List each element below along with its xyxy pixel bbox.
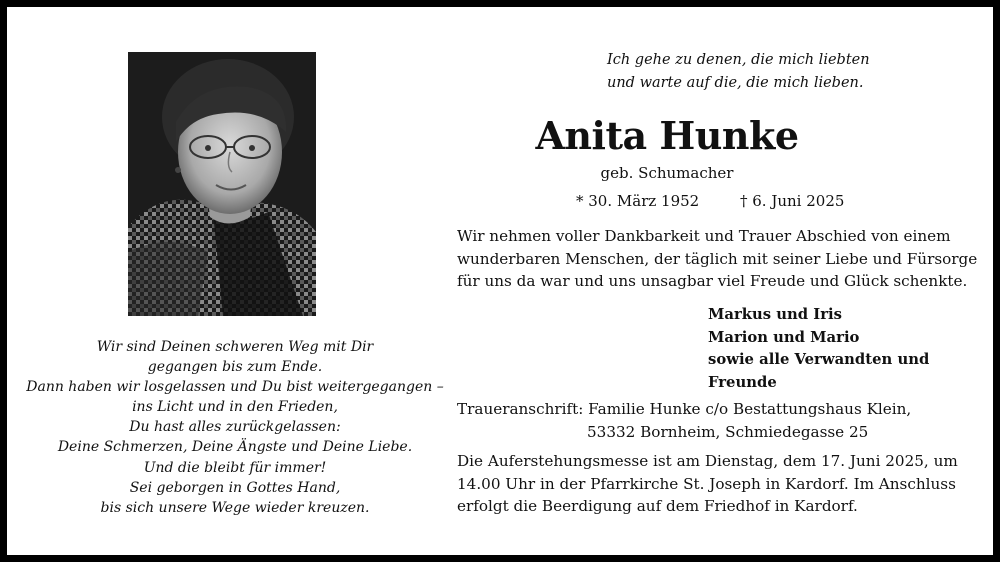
service-info: [457, 450, 967, 518]
death-date: † 6. Juni 2025: [740, 192, 845, 210]
intro-line: Wir nehmen voller Dankbarkeit und Trauer Abschied von einem: [457, 227, 951, 245]
poem-line: ins Licht und in den Frieden,: [132, 399, 338, 416]
poem-line: Sei geborgen in Gottes Hand,: [129, 479, 341, 496]
poem-line: Wir sind Deinen schweren Weg mit Dir: [96, 339, 374, 355]
poem: [17, 337, 453, 518]
poem-line: Dann haben wir losgelassen und Du bist weitergegangen –: [26, 379, 444, 396]
portrait-photo: [128, 52, 316, 316]
poem-line: Du hast alles zurückgelassen:: [129, 419, 341, 436]
mourner-line: Marion und Mario: [708, 328, 860, 346]
mourner-line: Markus und Iris: [708, 306, 842, 323]
address-line: Traueranschrift: Familie Hunke c/o Bestattungshaus Klein,: [457, 400, 912, 418]
service-line: 14.00 Uhr in der Pfarrkirche St. Joseph in Kardorf. Im Anschluss: [457, 474, 956, 493]
motto: [607, 49, 967, 95]
poem-line: Deine Schmerzen, Deine Ängste und Deine Liebe.: [57, 439, 413, 456]
life-dates: [572, 191, 872, 213]
service-line: Die Auferstehungsmesse ist am Dienstag, dem 17. Juni 2025, um: [457, 452, 958, 470]
intro-line: wunderbaren Menschen, der täglich mit seiner Liebe und Fürsorge: [457, 249, 978, 268]
motto-line: Ich gehe zu denen, die mich liebten: [607, 52, 870, 68]
intro-text: [457, 225, 978, 293]
address-line: 53332 Bornheim, Schmiedegasse 25: [587, 422, 869, 441]
poem-line: gegangen bis zum Ende.: [147, 359, 323, 376]
mourner-line: sowie alle Verwandten und: [708, 351, 930, 368]
born-name: geb. Schumacher: [600, 164, 734, 182]
obituary-card: [7, 7, 993, 555]
portrait-illustration: [128, 52, 316, 316]
intro-line: für uns da war und uns unsagbar viel Freude und Glück schenkte.: [457, 272, 968, 290]
poem-line: bis sich unsere Wege wieder kreuzen.: [100, 499, 370, 516]
service-line: erfolgt die Beerdigung auf dem Friedhof in Kardorf.: [457, 497, 858, 515]
mourner-line: Freunde: [708, 373, 777, 391]
poem-line: Und die bleibt für immer!: [143, 459, 327, 476]
motto-line: und warte auf die, die mich lieben.: [607, 75, 864, 91]
birth-date: * 30. März 1952: [576, 192, 700, 210]
mourning-address: [457, 398, 967, 443]
mourners-list: [708, 304, 968, 394]
deceased-name: Anita Hunke: [535, 113, 799, 158]
